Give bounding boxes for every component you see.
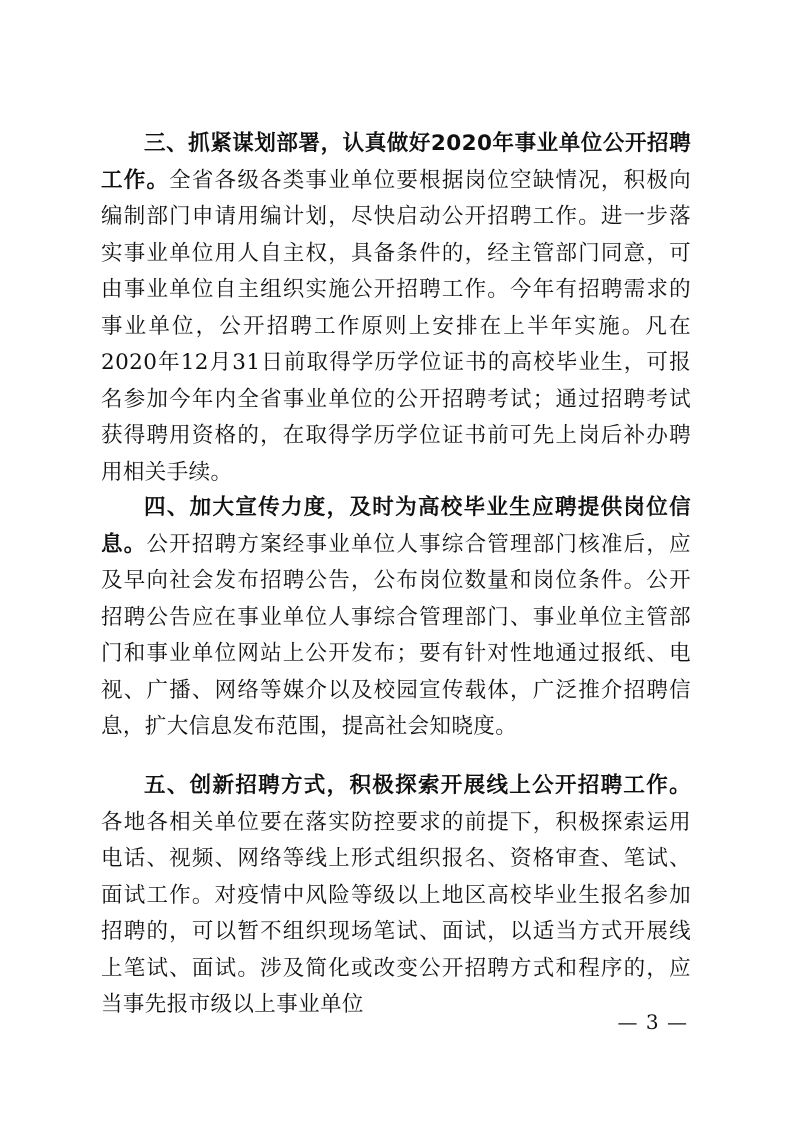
- paragraph-body: 公开招聘方案经事业单位人事综合管理部门核准后，应及早向社会发布招聘公告，公布岗位数量和岗位条件。公开招聘公告应在事业单位人事综合管理部门、事业单位主管部门和事业单位网站上公开发布；要有针对性地通过报纸、电视、广播、网络等媒介以及校园宣传载体，广泛推介招聘信息，扩大信息发布范围，提高社会知晓度。: [101, 531, 691, 739]
- paragraph-recruitment-planning: [101, 126, 691, 491]
- paragraph-body: 全省各级各类事业单位要根据岗位空缺情况，积极向编制部门申请用编计划，尽快启动公开招聘工作。进一步落实事业单位用人自主权，具备条件的，经主管部门同意，可由事业单位自主组织实施公开招聘工作。今年有招聘需求的事业单位，公开招聘工作原则上安排在上半年实施。凡在2020年12月31日前取得学历学位证书的高校毕业生，可报名参加今年内全省事业单位的公开招聘考试；通过招聘考试获得聘用资格的，在取得学历学位证书前可先上岗后补办聘用相关手续。: [101, 167, 691, 485]
- paragraph-heading: 四、加大宣传力度，及时为高校毕业生应聘提供岗位信息。: [101, 495, 691, 557]
- paragraph-online-recruitment: [101, 768, 691, 1024]
- paragraph-publicity: [101, 490, 691, 746]
- paragraph-heading: 五、创新招聘方式，积极探索开展线上公开招聘工作。: [144, 773, 691, 798]
- paragraph-heading: 三、抓紧谋划部署，认真做好2020年事业单位公开招聘工作。: [101, 131, 691, 193]
- paragraph-body: 各地各相关单位要在落实防控要求的前提下，积极探索运用电话、视频、网络等线上形式组织报名、资格审查、笔试、面试工作。对疫情中风险等级以上地区高校毕业生报名参加招聘的，可以暂不组织现场笔试、面试，以适当方式开展线上笔试、面试。涉及简化或改变公开招聘方式和程序的，应当事先报市级以上事业单位: [101, 809, 691, 1017]
- page-number: — 3 —: [617, 1010, 688, 1034]
